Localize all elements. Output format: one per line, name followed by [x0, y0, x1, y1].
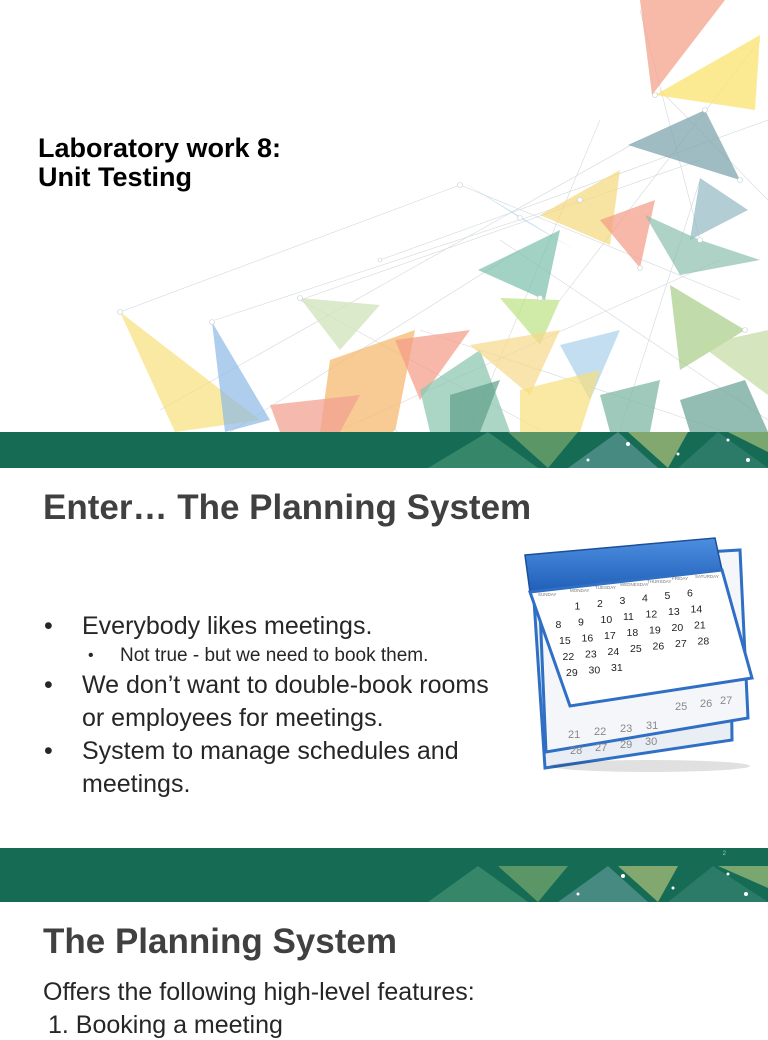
- calendar-day: 8: [555, 619, 562, 631]
- bullet-item: [44, 669, 514, 735]
- calendar-day: 9: [578, 616, 584, 629]
- calendar-day: 13: [668, 606, 680, 618]
- calendar-day: 23: [585, 648, 597, 661]
- svg-text:FRIDAY: FRIDAY: [672, 576, 689, 581]
- svg-text:31: 31: [646, 720, 659, 732]
- calendar-day: 31: [611, 661, 623, 674]
- calendar-day: 2: [597, 597, 603, 610]
- title-line-1: Laboratory work 8:: [38, 133, 282, 163]
- title-line-2: Unit Testing: [38, 162, 192, 192]
- svg-text:21: 21: [568, 729, 581, 741]
- calendar-day: 22: [562, 651, 575, 663]
- calendar-day: 3: [619, 595, 626, 608]
- svg-text:29: 29: [620, 739, 633, 751]
- content-slide-3: [0, 902, 768, 1039]
- calendar-day: 14: [690, 603, 703, 616]
- content-slide-2: [0, 468, 768, 848]
- bullet-text: Everybody likes meetings.: [82, 612, 373, 640]
- slide-title: [38, 134, 281, 192]
- bullet-marker: •: [44, 612, 53, 640]
- calendar-day: 29: [566, 667, 578, 679]
- calendar-day: 26: [652, 640, 665, 653]
- calendar-day: 24: [607, 645, 620, 658]
- calendar-icon: [510, 530, 765, 775]
- calendar-day: 19: [649, 624, 661, 637]
- svg-text:SATURDAY: SATURDAY: [695, 574, 719, 579]
- calendar-day: 11: [623, 611, 634, 624]
- sub-bullet-item: [44, 643, 514, 669]
- svg-text:WEDNESDAY: WEDNESDAY: [620, 582, 649, 587]
- slide-3-subtitle: Offers the following high-level features:: [43, 978, 475, 1006]
- svg-text:25: 25: [675, 701, 688, 713]
- calendar-day: 10: [600, 613, 613, 626]
- bullet-item: [44, 735, 514, 801]
- calendar-day: 25: [630, 643, 642, 656]
- calendar-day: 6: [687, 587, 693, 600]
- svg-text:30: 30: [645, 736, 658, 748]
- title-slide: [0, 0, 768, 432]
- calendar-day: 15: [559, 635, 571, 647]
- band-decoration: [428, 432, 768, 468]
- bullet-marker: •: [88, 647, 94, 664]
- svg-text:THURSDAY: THURSDAY: [647, 579, 672, 584]
- calendar-day: 12: [645, 608, 658, 621]
- slide-number: 2: [722, 851, 726, 857]
- calendar-day: 21: [694, 619, 706, 632]
- slide-2-title: Enter… The Planning System: [43, 488, 532, 527]
- slide-divider-band: [0, 848, 768, 902]
- bullet-text: System to manage schedules and meetings.: [82, 737, 459, 798]
- calendar-day: 30: [588, 664, 601, 677]
- calendar-day: 28: [697, 635, 710, 648]
- svg-text:MONDAY: MONDAY: [570, 588, 590, 593]
- svg-text:23: 23: [620, 723, 633, 735]
- band-decoration: [428, 848, 768, 902]
- svg-text:27: 27: [720, 695, 733, 707]
- bullet-list: [44, 610, 514, 801]
- svg-text:22: 22: [594, 726, 607, 738]
- calendar-day: 5: [664, 590, 671, 602]
- svg-text:26: 26: [700, 698, 713, 710]
- sub-bullet-text: Not true - but we need to book them.: [120, 645, 429, 666]
- calendar-day: 4: [642, 592, 648, 605]
- slide-divider-band: [0, 432, 768, 468]
- slide-3-title: The Planning System: [43, 922, 397, 961]
- svg-text:28: 28: [570, 745, 583, 757]
- calendar-day: 20: [671, 622, 684, 634]
- svg-text:TUESDAY: TUESDAY: [595, 585, 616, 590]
- svg-text:27: 27: [595, 742, 608, 754]
- calendar-day: 18: [626, 627, 639, 640]
- calendar-day: 16: [581, 632, 594, 645]
- calendar-day: 27: [675, 638, 687, 650]
- bullet-text: We don’t want to double-book rooms or employees for meetings.: [82, 671, 489, 732]
- bullet-marker: •: [44, 671, 53, 699]
- calendar-day: 1: [574, 600, 581, 613]
- geometric-decoration: [0, 0, 768, 432]
- bullet-marker: •: [44, 737, 53, 765]
- feature-list-item: 1. Booking a meeting: [48, 1011, 283, 1039]
- svg-text:SUNDAY: SUNDAY: [538, 592, 557, 597]
- calendar-day: 17: [604, 629, 616, 642]
- bullet-item: [44, 610, 514, 643]
